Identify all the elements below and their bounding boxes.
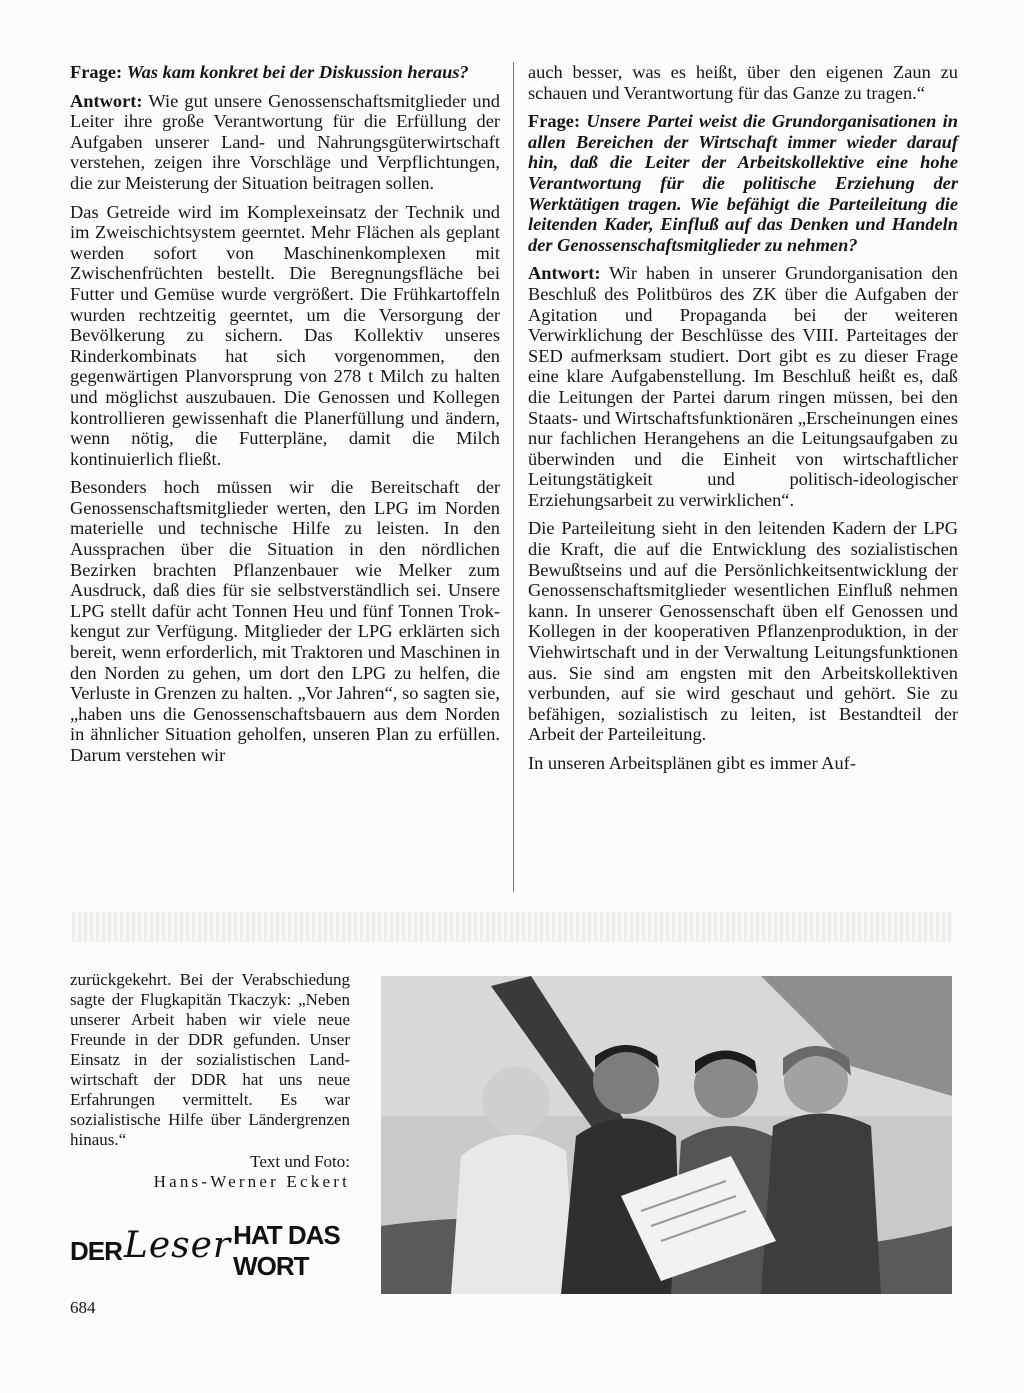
paragraph: Die Parteileitung sieht in den leitenden Kadern der LPG die Kraft, die auf die Entwicklung des sozialistischen Bewußtseins und auf die Persönlichkeitsentwicklung der Genossenschaftsmitglieder wesentlichen Einfluß nehmen kann. In unserer Genossenschaft üben elf Genossen und Kollegen in der kooperativen Pflanzenproduktion, in der Viehwirtschaft und in der Verwaltung Leitungsfunktionen aus. Sie sind am engsten mit den Arbeitskollektiven verbunden, auf sie wird geschaut und gehört. Sie zu befähigen, sozialistisch zu leiten, ist Bestandteil der Arbeit der Parteileitung. — [528, 518, 958, 745]
question-text: Was kam konkret bei der Diskussion heraus? — [126, 62, 469, 82]
answer-text: Wie gut unsere Genossenschaftsmitglieder und Leiter ihre große Verantwortung für die Erfüllung der Aufgaben unserer Land- und Nahrungsgüterwirtschaft verstehen, zeigen ihre Vorschläge und Verpflichtungen, die zur Meisterung der Situation beitragen sollen. — [70, 90, 501, 193]
left-column — [70, 62, 500, 774]
banner-part-2: HAT DAS WORT — [233, 1220, 340, 1281]
question-1 — [70, 62, 500, 83]
question-label: Frage: — [528, 111, 581, 132]
question-label: Frage: — [70, 62, 123, 82]
question-2 — [528, 111, 958, 255]
answer-1 — [70, 91, 500, 194]
page-number: 684 — [70, 1298, 96, 1317]
photo-illustration — [381, 976, 952, 1294]
banner-script-word: Leser — [123, 1224, 232, 1266]
photo-credit — [70, 1152, 350, 1192]
credit-author: Hans-Werner Eckert — [153, 1172, 350, 1191]
paragraph: Das Getreide wird im Komplexeinsatz der Technik und im Zweischichtsystem geerntet. Mehr Flächen als geplant werden sofort von Maschinenkomplexen mit Zwischenfrüchten bestellt. Die Beregnungsfläche bei Futter und Gemüse wurde vergrößert. Die Frühkartoffeln wurden rechtzeitig geerntet, um die Versorgung der Bevölkerung zu sichern. Das Kollektiv unseres Rinderkombinats hat sich vorgenommen, den gegenwärtigen Planvorsprung von 278 t Milch zu halten und möglichst auszubauen. Die Genossen und Kollegen kontrollieren gewissenhaft die Planerfüllung und ändern, wenn nötig, die Futterpläne, damit die Milch kontinuierlich fließt. — [70, 201, 500, 469]
paragraph: auch besser, was es heißt, über den eigenen Zaun zu schauen und Verantwortung für das Ganze zu tragen.“ — [528, 62, 958, 103]
credit-line: Text und Foto: — [250, 1152, 350, 1171]
right-column — [528, 62, 958, 782]
photo-group-with-document — [381, 976, 952, 1294]
answer-2 — [528, 263, 958, 510]
answer-text: Wir haben in unserer Grundorganisation den Beschluß des Politbüros des ZK über die Aufgaben der Agitation und Propaganda bei der weiteren Verwirklichung der Beschlüsse des VIII. Parteitages der SED aufmerksam studiert. Dort gibt es zu dieser Frage eine klare Aufgabenstellung. Im Beschluß heißt es, daß die Leitungen der Partei darum ringen müssen, bei den Staats- und Wirtschaftsfunktionären „Erscheinungen eines nur fachlichen Herangehens an die Leitungsaufgaben zu überwinden und die Einheit von wirtschaftlicher Leitungstätigkeit und politisch-ideologischer Erziehungsarbeit zu verwirklichen“. — [528, 263, 959, 510]
answer-label: Antwort: — [70, 90, 143, 111]
paragraph: In unseren Arbeitsplänen gibt es immer Auf- — [528, 753, 856, 773]
caption-text: zurückgekehrt. Bei der Verabschiedung sagte der Flugkapitän Tkaczyk: „Neben unserer Arbeit haben wir viele neue Freunde in der DDR gefunden. Unser Einsatz in der sozialistischen Landwirtschaft der DDR hat uns neue Erfahrungen vermittelt. Es war sozialistische Hilfe über Ländergrenzen hinaus.“ — [70, 970, 350, 1149]
section-banner — [70, 1220, 360, 1281]
banner-part-1: DER — [70, 1235, 122, 1266]
halftone-separator — [72, 912, 952, 942]
photo-caption — [70, 970, 350, 1150]
photo-person-1-head — [482, 1067, 550, 1135]
photo-person-1-body — [451, 1135, 576, 1294]
column-divider — [513, 62, 514, 892]
answer-label: Antwort: — [528, 263, 601, 284]
paragraph: Besonders hoch müssen wir die Bereitschaft der Genossenschaftsmitglieder werten, den LPG im Norden materielle und technische Hilfe zu leisten. In den Aussprachen über die Situation in den nördlichen Bezirken brachten Pflanzenbauer wie Melker zum Ausdruck, daß dies für sie selbstverständlich sei. Unsere LPG stellt dafür acht Tonnen Heu und fünf Tonnen Trokkengut zur Verfügung. Mitglieder der LPG erklärten sich bereit, wenn erforderlich, mit Traktoren und Maschinen in den Norden zu gehen, um dort den LPG zu helfen, die Verluste in Grenzen zu halten. „Vor Jahren“, so sagten sie, „haben uns die Genossenschaftsbauern aus dem Norden in ähnlicher Situation geholfen, unseren Plan zu erfüllen. Darum verstehen wir — [70, 477, 500, 765]
question-text: Unsere Partei weist die Grundorganisationen in allen Bereichen der Wirtschaft immer wieder darauf hin, daß die Leiter der Arbeitskollektive eine hohe Verantwortung für die politische Erziehung der Werktätigen tragen. Wie befähigt die Parteileitung die leitenden Kader, Einfluß auf das Denken und Handeln der Genossenschaftsmitglieder zu nehmen? — [528, 111, 958, 255]
photo-person-4-body — [761, 1114, 881, 1295]
